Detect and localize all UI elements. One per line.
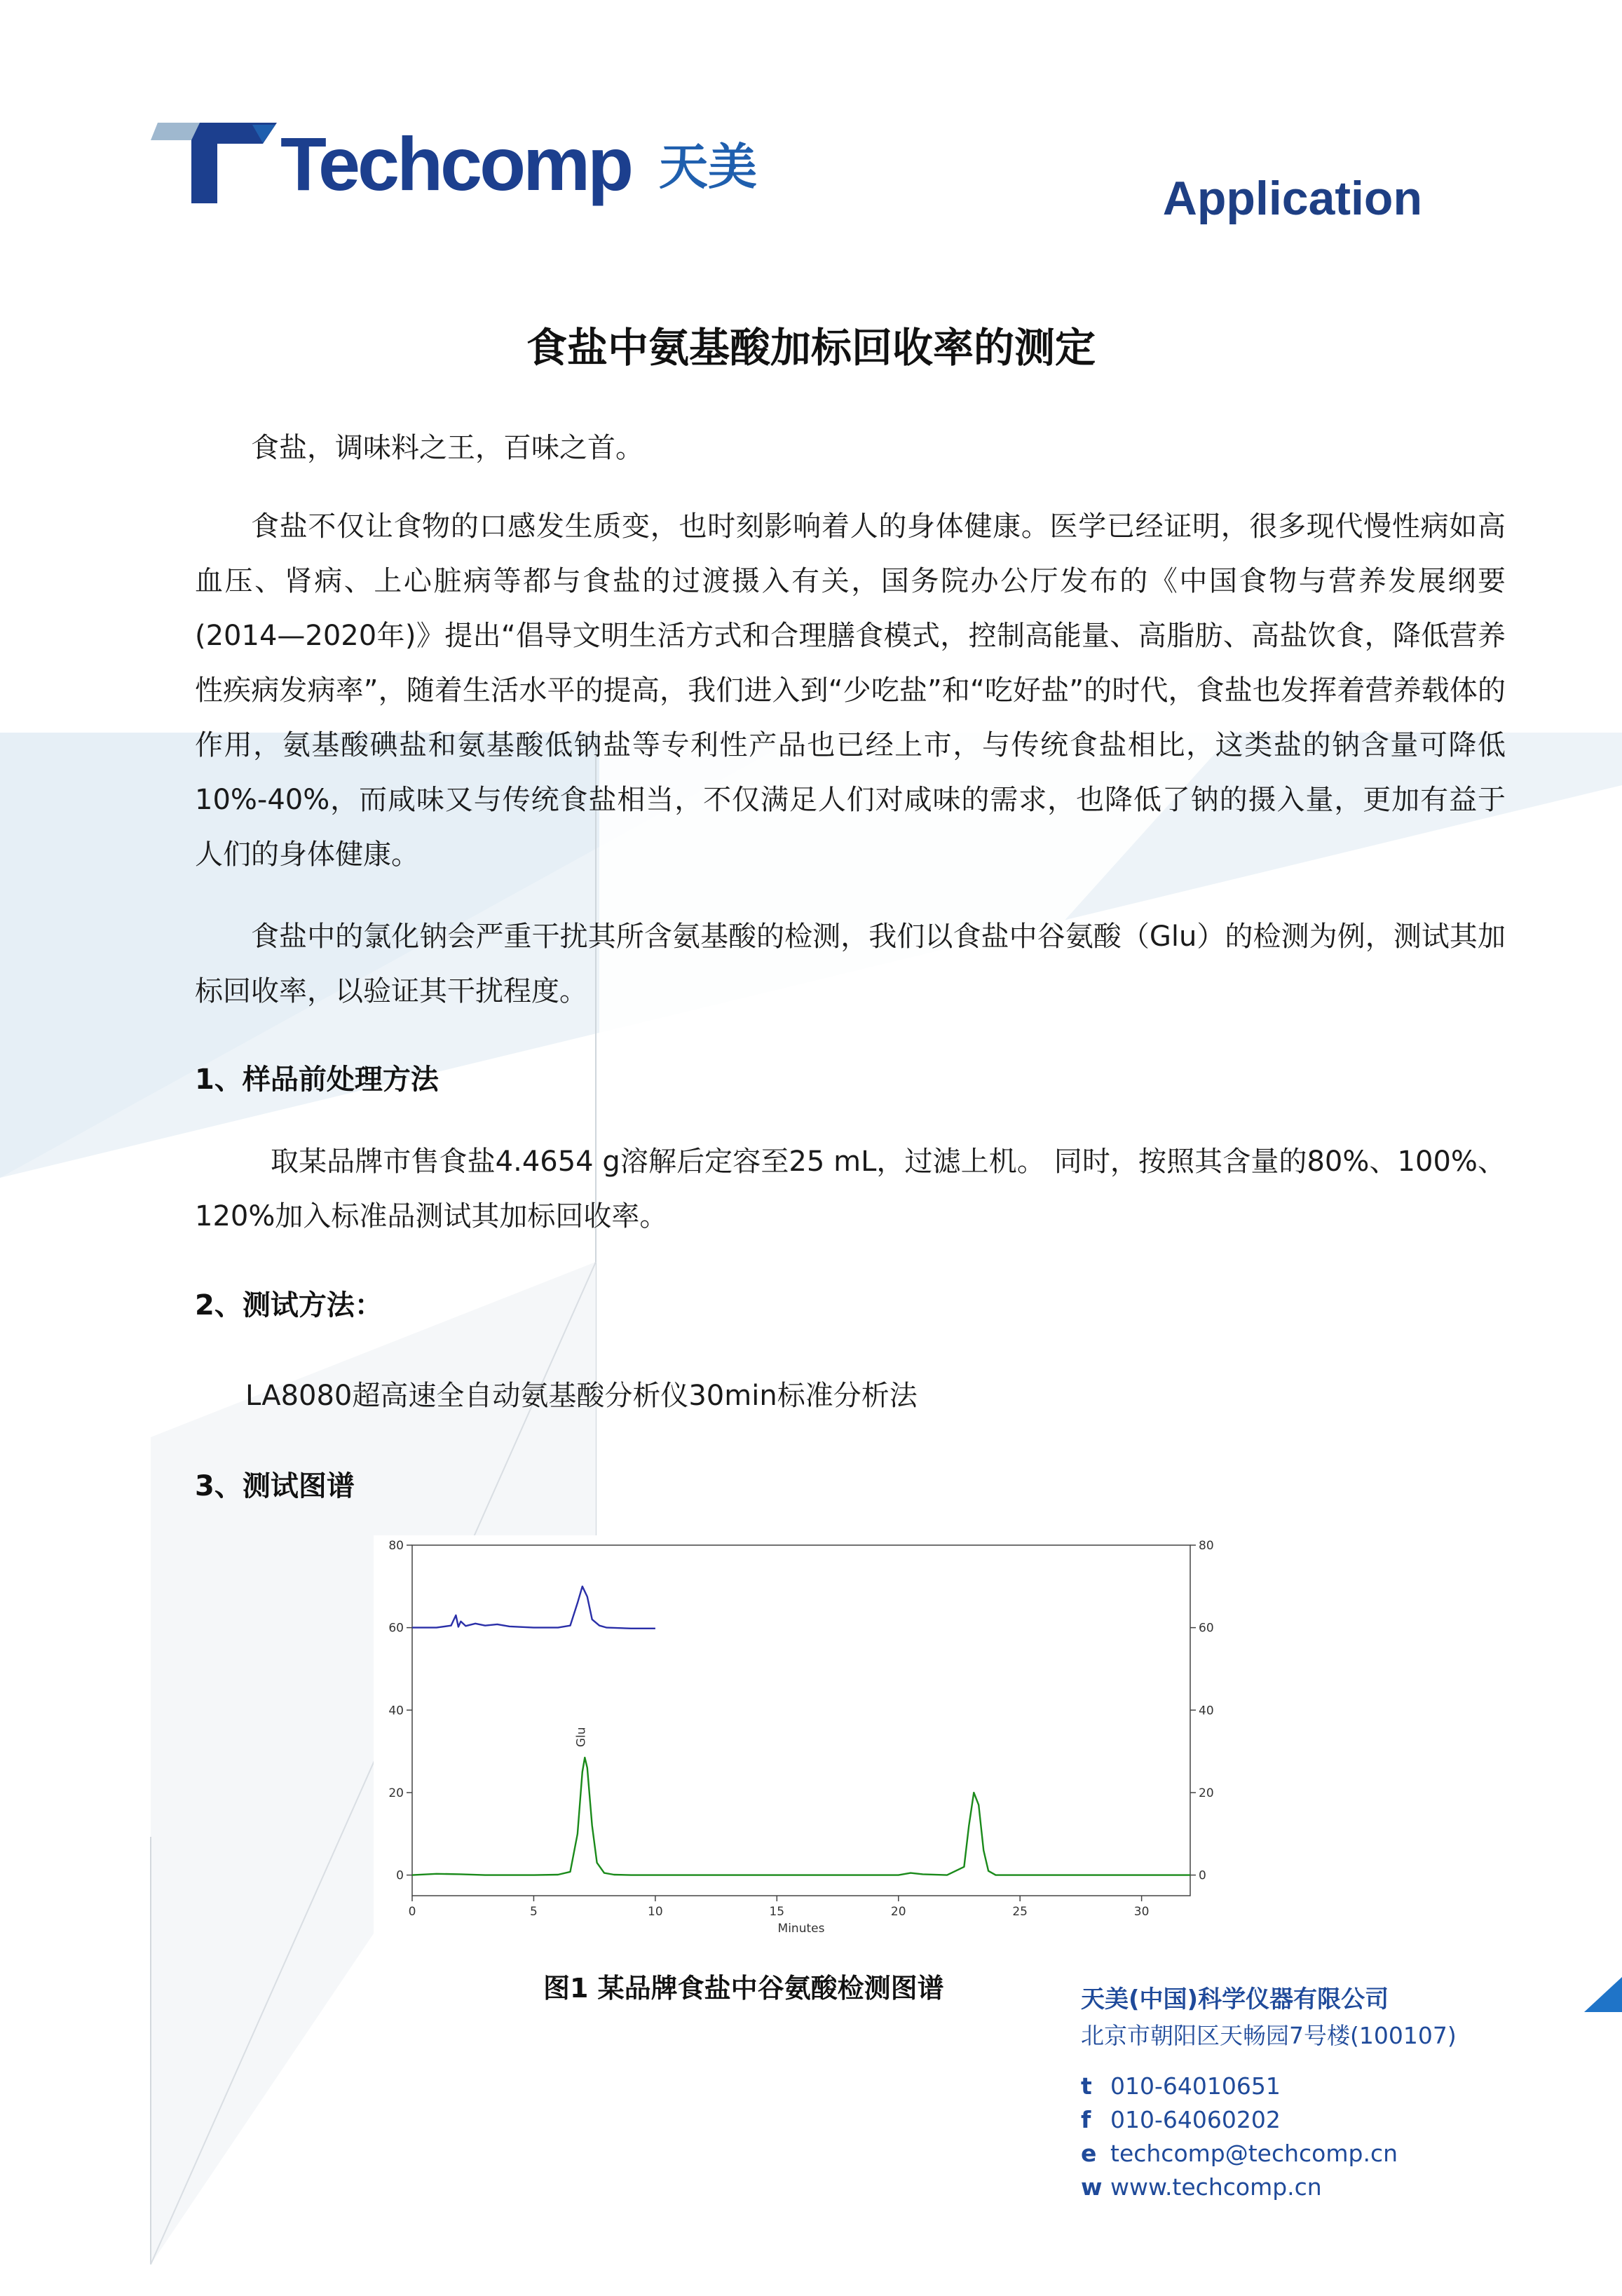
contact-phone[interactable] — [1081, 2070, 1572, 2103]
x-tick-label: 15 — [769, 1905, 785, 1919]
x-tick-label: 25 — [1012, 1905, 1028, 1919]
method-paragraph: LA8080超高速全自动氨基酸分析仪30min标准分析法 — [245, 1380, 918, 1412]
figure-caption: 图1 某品牌食盐中谷氨酸检测图谱 — [543, 1973, 944, 2004]
logo-wordmark: Techcomp — [280, 121, 632, 206]
chromatogram-chart — [374, 1535, 1229, 1934]
contact-phone-value: 010-64010651 — [1110, 2072, 1281, 2100]
peak-label-glu: Glu — [574, 1727, 589, 1748]
document-title: 食盐中氨基酸加标回收率的测定 — [526, 324, 1096, 372]
x-tick-label: 10 — [648, 1905, 663, 1919]
contact-website[interactable] — [1081, 2171, 1572, 2204]
y-tick-label-left: 80 — [388, 1539, 404, 1553]
x-tick-label: 5 — [530, 1905, 538, 1919]
contact-fax[interactable] — [1081, 2103, 1572, 2137]
y-tick-label-right: 80 — [1199, 1539, 1214, 1553]
pretreatment-paragraph: 取某品牌市售食盐4.4654 g溶解后定容至25 mL，过滤上机。 同时，按照其含量的80%、100%、120%加入标准品测试其加标回收率。 — [195, 1146, 1506, 1232]
y-tick-label-left: 40 — [388, 1704, 404, 1718]
y-tick-label-left: 60 — [388, 1621, 404, 1636]
x-tick-label: 0 — [408, 1905, 416, 1919]
company-name: 天美(中国)科学仪器有限公司 — [1081, 1985, 1389, 2013]
techcomp-mark-icon — [151, 119, 277, 207]
y-tick-label-right: 40 — [1199, 1704, 1214, 1718]
contact-fax-letter: f — [1081, 2106, 1091, 2133]
application-label: Application — [1162, 172, 1422, 225]
chromatogram-svg — [374, 1535, 1229, 1934]
purpose-paragraph: 食盐中的氯化钠会严重干扰其所含氨基酸的检测，我们以食盐中谷氨酸（Glu）的检测为例，测试其加标回收率，以验证其干扰程度。 — [195, 921, 1506, 1007]
company-address: 北京市朝阳区天畅园7号楼(100107) — [1081, 2022, 1457, 2049]
y-tick-label-left: 0 — [396, 1868, 404, 1883]
section-heading-pretreatment: 1、样品前处理方法 — [195, 1064, 439, 1096]
logo-chinese: 天美 — [659, 138, 757, 196]
y-tick-label-left: 20 — [388, 1786, 404, 1800]
health-paragraph: 食盐不仅让食物的口感发生质变，也时刻影响着人的身体健康。医学已经证明，很多现代慢性病如高血压、肾病、上心脏病等都与食盐的过渡摄入有关，国务院办公厅发布的《中国食物与营养发展纲要(2014—2020年)》提出“倡导文明生活方式和合理膳食模式，控制高能量、高脂肪、高盐饮食，降低营养性疾病发病率”，随着生活水平的提高，我们进入到“少吃盐”和“吃好盐”的时代，食盐也发挥着营养载体的作用，氨基酸碘盐和氨基酸低钠盐等专利性产品也已经上市，与传统食盐相比，这类盐的钠含量可降低10%-40%，而咸味又与传统食盐相当，不仅满足人们对咸味的需求，也降低了钠的摄入量，更加有益于人们的身体健康。 — [195, 510, 1506, 871]
x-tick-label: 20 — [890, 1905, 906, 1919]
y-tick-label-right: 0 — [1199, 1868, 1206, 1883]
contact-phone-letter: t — [1081, 2072, 1092, 2100]
company-contact-block — [1081, 1981, 1572, 2204]
x-axis-label: Minutes — [777, 1922, 825, 1934]
contact-email-value: techcomp@techcomp.cn — [1110, 2140, 1398, 2167]
contact-email-letter: e — [1081, 2140, 1097, 2167]
x-tick-label: 30 — [1133, 1905, 1150, 1919]
y-tick-label-right: 60 — [1199, 1621, 1214, 1636]
plot-frame — [412, 1545, 1190, 1896]
contact-website-letter: w — [1081, 2173, 1103, 2201]
contact-fax-value: 010-64060202 — [1110, 2106, 1281, 2133]
techcomp-logo[interactable] — [151, 119, 768, 207]
y-tick-label-right: 20 — [1199, 1786, 1214, 1800]
contact-email[interactable] — [1081, 2137, 1572, 2171]
intro-paragraph: 食盐，调味料之王，百味之首。 — [251, 432, 643, 464]
section-heading-method: 2、测试方法： — [195, 1289, 383, 1322]
contact-website-value: www.techcomp.cn — [1110, 2173, 1322, 2201]
series-line-1 — [412, 1758, 1190, 1875]
series-line-0 — [412, 1587, 655, 1629]
section-heading-chromatogram: 3、测试图谱 — [195, 1470, 355, 1502]
